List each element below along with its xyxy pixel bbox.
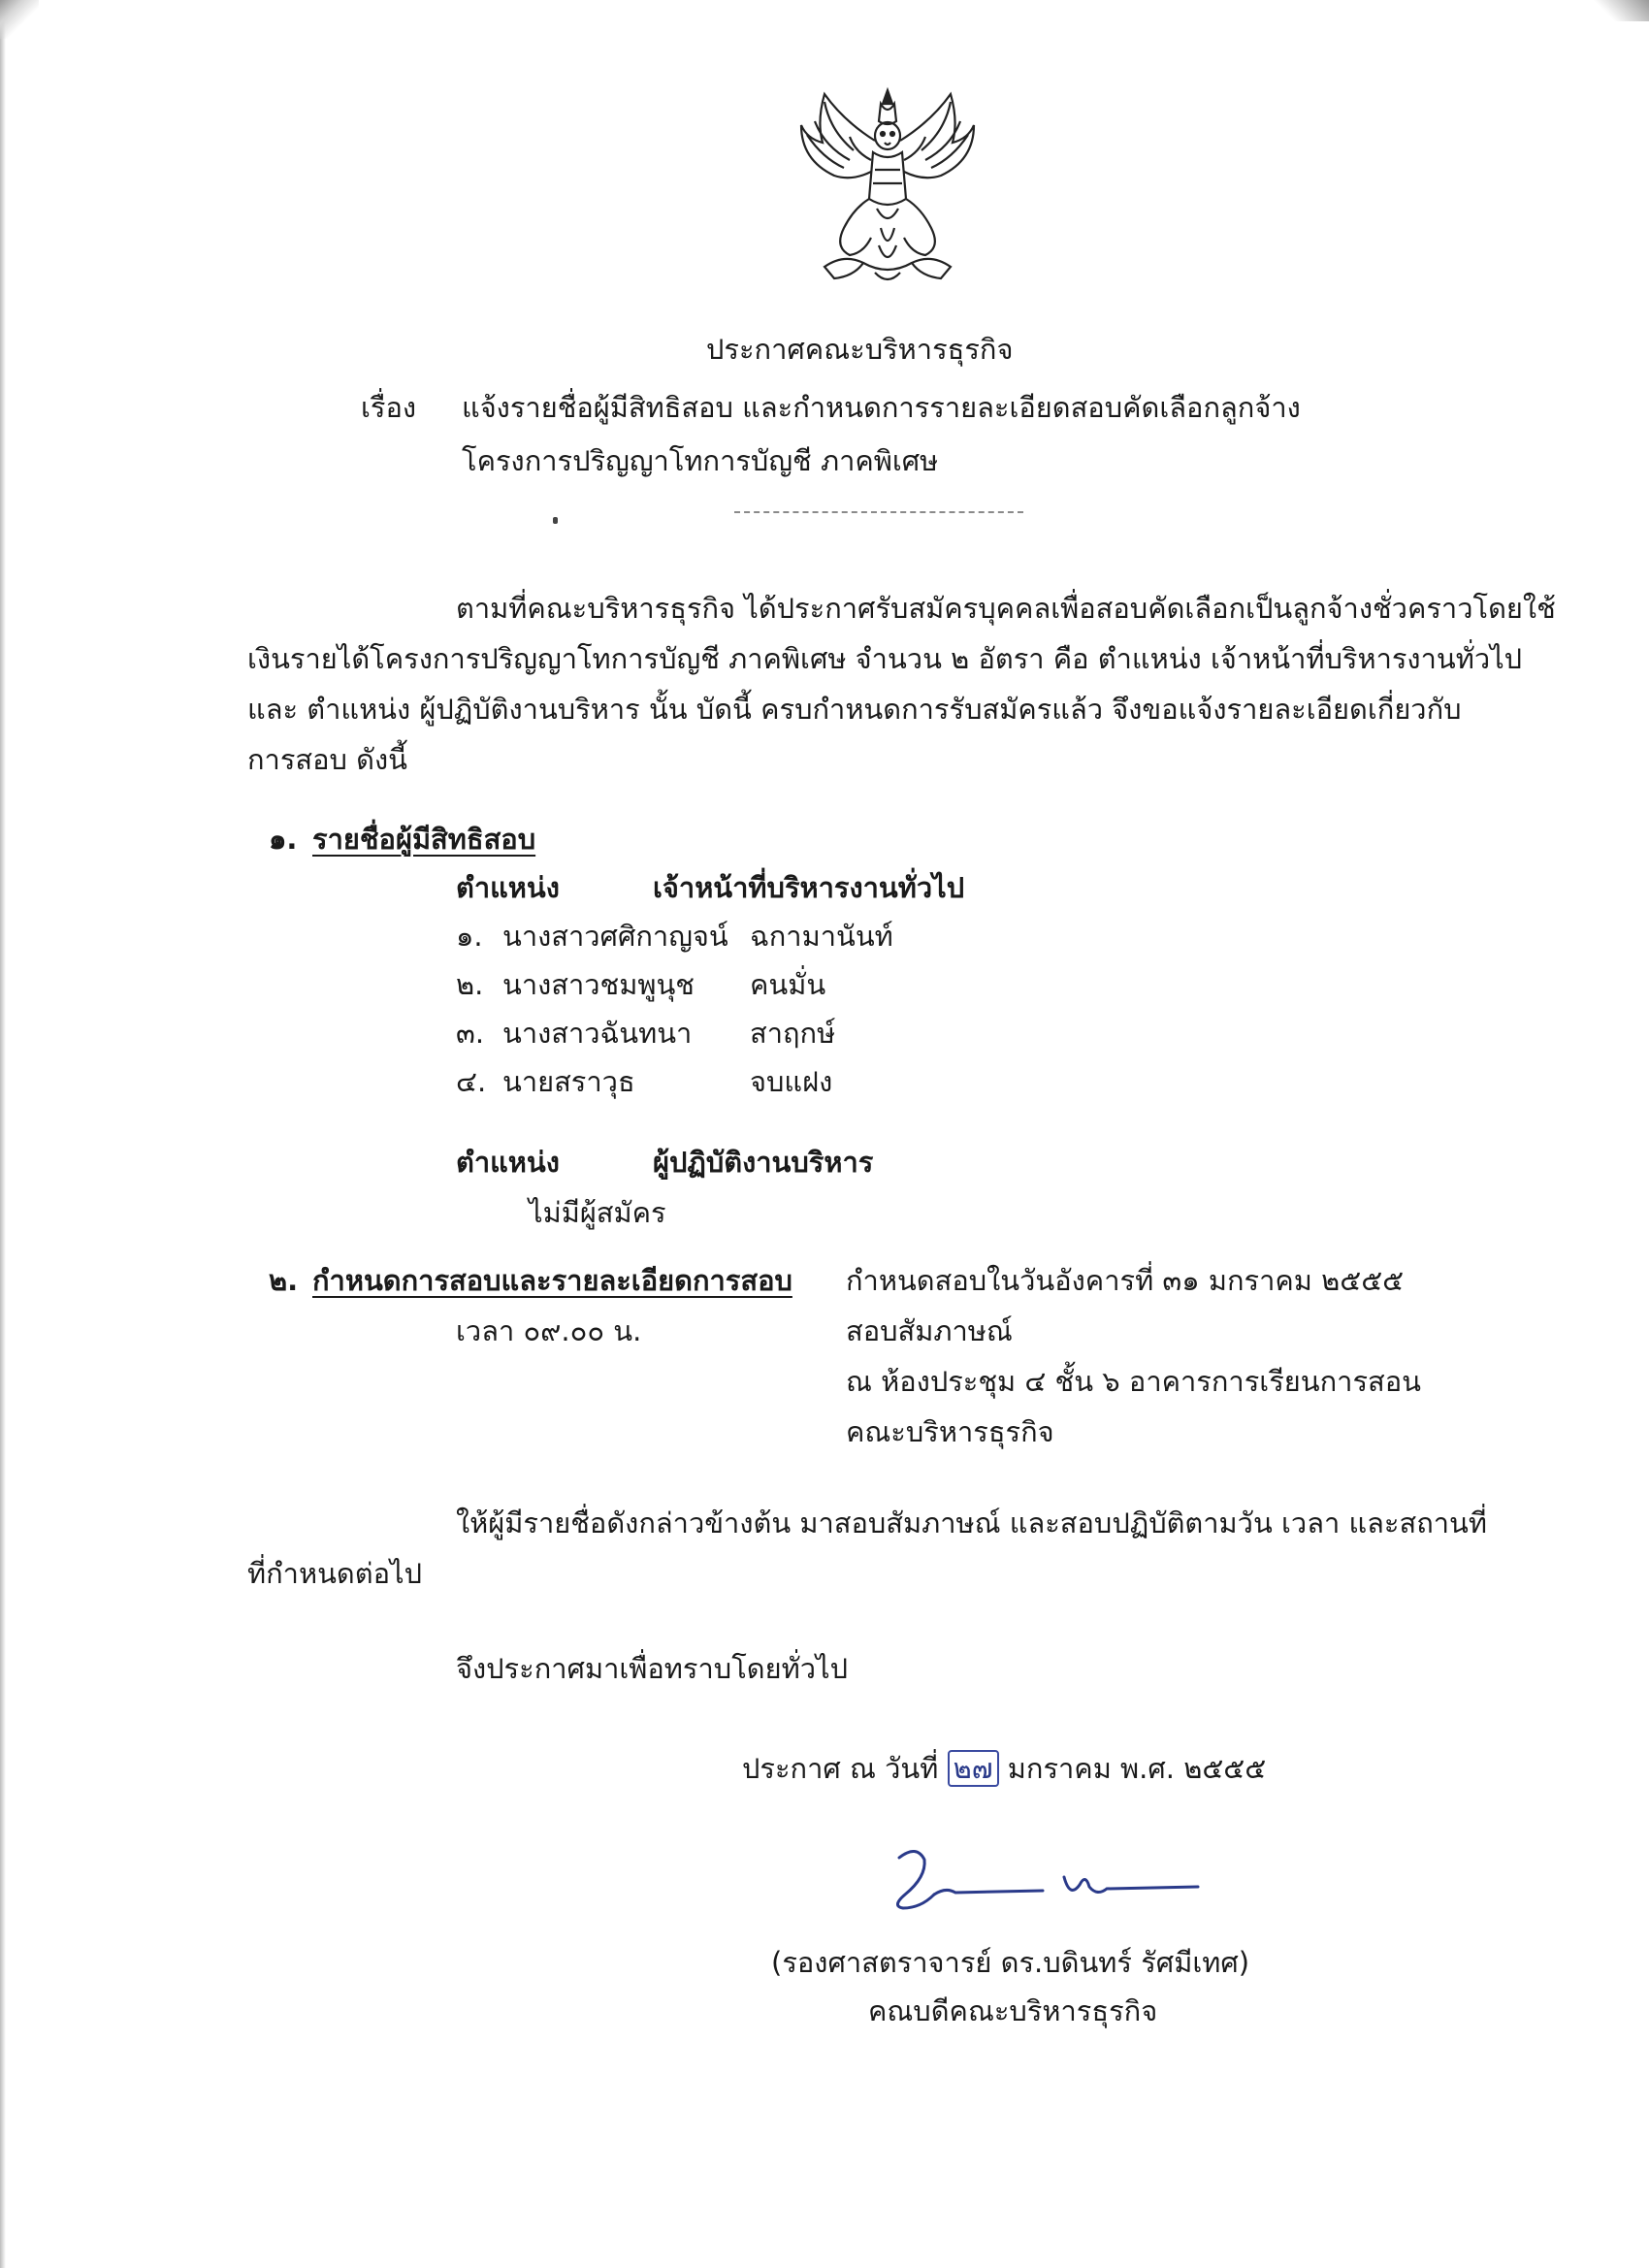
intro-line-3: และ ตำแหน่ง ผู้ปฏิบัติงานบริหาร นั้น บัดนี้ ครบกำหนดการรับสมัครแล้ว จึงขอแจ้งรายละเอียดเกี่ยวกับ [247,693,1462,726]
candidate-4-last: จบแฝง [750,1065,833,1098]
candidate-1-no: ๑. [456,920,483,953]
dateline-suffix: มกราคม พ.ศ. ๒๕๕๕ [1007,1752,1267,1785]
scan-mark [553,517,558,524]
candidate-4-no: ๔. [456,1065,487,1098]
scan-corner-right [1591,0,1649,21]
candidate-1-last: ฉกามานันท์ [750,920,893,953]
dateline-prefix: ประกาศ ณ วันที่ [742,1752,939,1785]
exam-location-1: ณ ห้องประชุม ๔ ชั้น ๖ อาคารการเรียนการสอน [846,1365,1421,1398]
exam-location-2: คณะบริหารธุรกิจ [846,1415,1054,1448]
closing-line-1: ให้ผู้มีรายชื่อดังกล่าวข้างต้น มาสอบสัมภาษณ์ และสอบปฏิบัติตามวัน เวลา และสถานที่ [456,1507,1487,1539]
section-2-number: ๒. [269,1264,299,1297]
candidate-2-last: คนมั่น [750,968,826,1001]
position-label-1: ตำแหน่ง [456,871,560,904]
section-1-number: ๑. [269,823,298,856]
exam-time: เวลา ๐๙.๐๐ น. [456,1314,642,1347]
section-1-title: รายชื่อผู้มีสิทธิสอบ [312,823,536,856]
exam-date: กำหนดสอบในวันอังคารที่ ๓๑ มกราคม ๒๕๕๕ [846,1264,1405,1297]
section-2-title: กำหนดการสอบและรายละเอียดการสอบ [312,1264,792,1297]
candidate-3-first: นางสาวฉันทนา [502,1017,693,1050]
candidate-2-no: ๒. [456,968,484,1001]
candidate-2-first: นางสาวชมพูนุช [502,968,695,1001]
dateline-day: ๒๗ [948,1750,999,1787]
position-2-name: ผู้ปฏิบัติงานบริหาร [653,1146,874,1179]
candidate-1-first: นางสาวศศิกาญจน์ [502,920,728,953]
scan-corner-left [0,0,39,39]
signatory-title: คณบดีคณะบริหารธุรกิจ [868,1994,1158,2027]
intro-line-2: เงินรายได้โครงการปริญญาโทการบัญชี ภาคพิเศษ จำนวน ๒ อัตรา คือ ตำแหน่ง เจ้าหน้าที่บริหารงานทั่วไป [247,642,1523,675]
announce-line: จึงประกาศมาเพื่อทราบโดยทั่วไป [456,1652,848,1685]
subject-line-1: แจ้งรายชื่อผู้มีสิทธิสอบ และกำหนดการรายละเอียดสอบคัดเลือกลูกจ้าง [462,391,1301,424]
closing-line-2: ที่กำหนดต่อไป [247,1557,422,1590]
intro-line-1: ตามที่คณะบริหารธุรกิจ ได้ประกาศรับสมัครบุคคลเพื่อสอบคัดเลือกเป็นลูกจ้างชั่วคราวโดยใช้ [456,592,1556,625]
position-1-name: เจ้าหน้าที่บริหารงานทั่วไป [653,871,965,904]
handwritten-signature-icon [878,1838,1208,1926]
subject-label: เรื่อง [361,391,417,424]
candidate-3-no: ๓. [456,1017,485,1050]
scan-edge [0,0,6,2268]
subject-line-2: โครงการปริญญาโทการบัญชี ภาคพิเศษ [462,444,939,477]
intro-line-4: การสอบ ดังนี้ [247,743,407,776]
candidate-3-last: สาฤกษ์ [750,1017,836,1050]
dateline [742,1749,1266,1788]
header-divider [734,511,1023,513]
document-title: ประกาศคณะบริหารธุรกิจ [706,333,1014,366]
signatory-name: (รองศาสตราจารย์ ดร.บดินทร์ รัศมีเทศ) [771,1946,1250,1979]
exam-type: สอบสัมภาษณ์ [846,1314,1013,1347]
position-label-2: ตำแหน่ง [456,1146,560,1179]
garuda-emblem-icon [795,82,980,291]
candidate-4-first: นายสราวุธ [502,1065,635,1098]
no-applicant-note: ไม่มีผู้สมัคร [529,1196,666,1229]
